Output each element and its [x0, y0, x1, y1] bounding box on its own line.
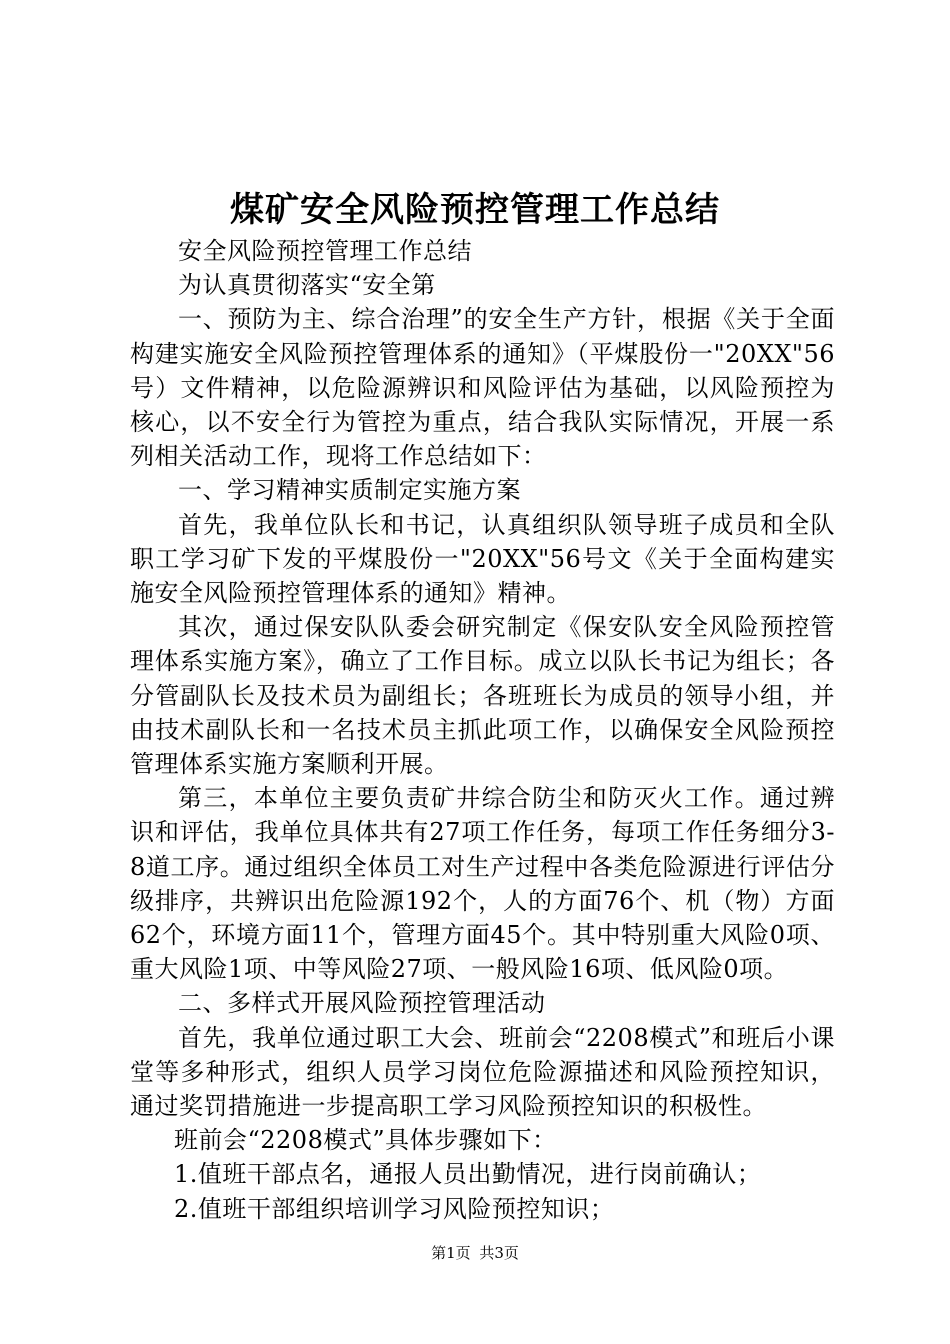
page-total: 共3页 — [479, 1244, 519, 1262]
paragraph-third: 第三，本单位主要负责矿井综合防尘和防灭火工作。通过辨识和评估，我单位具体共有27项工作任务，每项工作任务细分3-8道工序。通过组织全体员工对生产过程中各类危险源进行评估分级排序，共辨识出危险源192个，人的方面76个、机（物）方面62个，环境方面11个，管理方面45个。其中特别重大风险0项、重大风险1项、中等风险27项、一般风险16项、低风险0项。 — [130, 784, 835, 984]
paragraph-subtitle: 安全风险预控管理工作总结 — [178, 237, 472, 265]
list-item-step-1: 1.值班干部点名，通报人员出勤情况，进行岗前确认； — [174, 1160, 762, 1189]
document-title: 煤矿安全风险预控管理工作总结 — [230, 190, 720, 230]
paragraph-first: 首先，我单位队长和书记，认真组织队领导班子成员和全队职工学习矿下发的平煤股份一"20XX"56号文《关于全面构建实施安全风险预控管理体系的通知》精神。 — [130, 510, 835, 608]
list-item-step-2: 2.值班干部组织培训学习风险预控知识； — [174, 1194, 615, 1223]
paragraph-intro-start: 为认真贯彻落实“安全第 — [178, 271, 436, 300]
paragraph-intro: 一、预防为主、综合治理”的安全生产方针，根据《关于全面构建实施安全风险预控管理体系的通知》（平煤股份一"20XX"56号）文件精神，以危险源辨识和风险评估为基础，以风险预控为核心，以不安全行为管控为重点，结合我队实际情况，开展一系列相关活动工作，现将工作总结如下： — [130, 305, 835, 471]
paragraph-steps-intro: 班前会“2208模式”具体步骤如下： — [174, 1126, 557, 1155]
page-footer — [0, 1242, 950, 1264]
page-number: 第1页 — [431, 1244, 471, 1262]
document-body — [130, 234, 835, 1226]
section-heading-1: 一、学习精神实质制定实施方案 — [178, 476, 521, 505]
section-heading-2: 二、多样式开展风险预控管理活动 — [178, 989, 546, 1018]
paragraph-activities: 首先，我单位通过职工大会、班前会“2208模式”和班后小课堂等多种形式，组织人员学习岗位危险源描述和风险预控知识，通过奖罚措施进一步提高职工学习风险预控知识的积极性。 — [130, 1023, 835, 1121]
paragraph-second: 其次，通过保安队队委会研究制定《保安队安全风险预控管理体系实施方案》，确立了工作目标。成立以队长书记为组长；各分管副队长及技术员为副组长；各班班长为成员的领导小组，并由技术副队长和一名技术员主抓此项工作，以确保安全风险预控管理体系实施方案顺利开展。 — [130, 613, 835, 779]
